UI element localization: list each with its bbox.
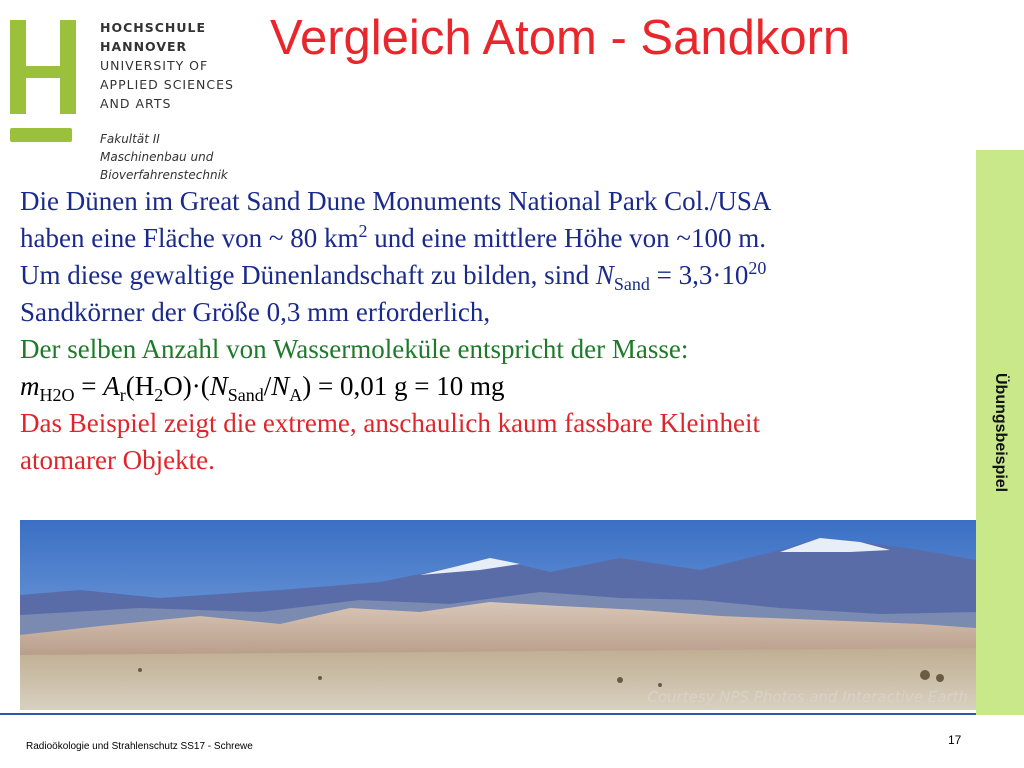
- eq-na: N: [271, 371, 290, 401]
- eq-slash: /: [263, 371, 272, 401]
- body-line-1: Die Dünen im Great Sand Dune Monuments National Park Col./USA: [20, 186, 772, 216]
- body-line-8: atomarer Objekte.: [20, 445, 215, 475]
- eq-m-sub: H2O: [39, 385, 75, 405]
- slide-body: [20, 183, 975, 479]
- side-label: [976, 150, 1024, 715]
- height-text: und eine mittlere Höhe von ~100 m.: [367, 223, 767, 253]
- dune-text: Um diese gewaltige Dünenlandschaft zu bilden, sind: [20, 260, 596, 290]
- eq-h-sub: 2: [154, 385, 164, 405]
- institution-line: UNIVERSITY OF: [100, 58, 209, 73]
- faculty-line: Maschinenbau und: [100, 150, 214, 164]
- institution-line: APPLIED SCIENCES: [100, 77, 234, 92]
- dunes-photo: [20, 520, 976, 710]
- eq-equals: =: [74, 371, 104, 401]
- institution-line: HOCHSCHULE: [100, 20, 207, 35]
- faculty-name: [100, 130, 228, 184]
- body-line-4: Sandkörner der Größe 0,3 mm erforderlich,: [20, 297, 491, 327]
- eq-h: (H: [125, 371, 155, 401]
- eq-a: A: [103, 371, 120, 401]
- eq-n: N: [209, 371, 228, 401]
- area-text: haben eine Fläche von ~ 80 km: [20, 223, 359, 253]
- dunes-landscape-image: [20, 520, 976, 710]
- institution-line: AND ARTS: [100, 96, 172, 111]
- university-logo: [10, 20, 76, 114]
- n-value: = 3,3·10: [649, 260, 749, 290]
- eq-m: m: [20, 371, 40, 401]
- logo-bar: [10, 128, 72, 142]
- eq-result: ) = 0,01 g = 10 mg: [302, 371, 505, 401]
- area-exponent: 2: [358, 221, 368, 241]
- footer-text: Radioökologie und Strahlenschutz SS17 - Schrewe: [26, 741, 253, 752]
- faculty-line: Bioverfahrenstechnik: [100, 168, 228, 182]
- institution-name: [100, 18, 234, 113]
- side-label-text: Übungsbeispiel: [992, 372, 1009, 493]
- body-line-5: Der selben Anzahl von Wassermoleküle entspricht der Masse:: [20, 334, 689, 364]
- footer-rule: [0, 713, 976, 715]
- n-symbol: N: [595, 260, 614, 290]
- photo-credit: Courtesy NPS Photos and Interactive Earth: [647, 688, 968, 706]
- eq-n-sub: Sand: [227, 385, 264, 405]
- eq-na-sub: A: [289, 385, 303, 405]
- faculty-line: Fakultät II: [100, 132, 160, 146]
- slide-title: Vergleich Atom - Sandkorn: [270, 11, 851, 65]
- eq-a-sub: r: [119, 385, 126, 405]
- body-line-7: Das Beispiel zeigt die extreme, anschaulich kaum fassbare Kleinheit: [20, 408, 760, 438]
- n-exponent: 20: [748, 258, 767, 278]
- page-number: 17: [948, 733, 962, 747]
- n-subscript: Sand: [613, 274, 650, 294]
- body-line-3: [20, 257, 975, 294]
- institution-line: HANNOVER: [100, 39, 188, 54]
- eq-o: O)·(: [163, 371, 210, 401]
- body-line-2: [20, 220, 975, 257]
- mass-equation: [20, 368, 975, 405]
